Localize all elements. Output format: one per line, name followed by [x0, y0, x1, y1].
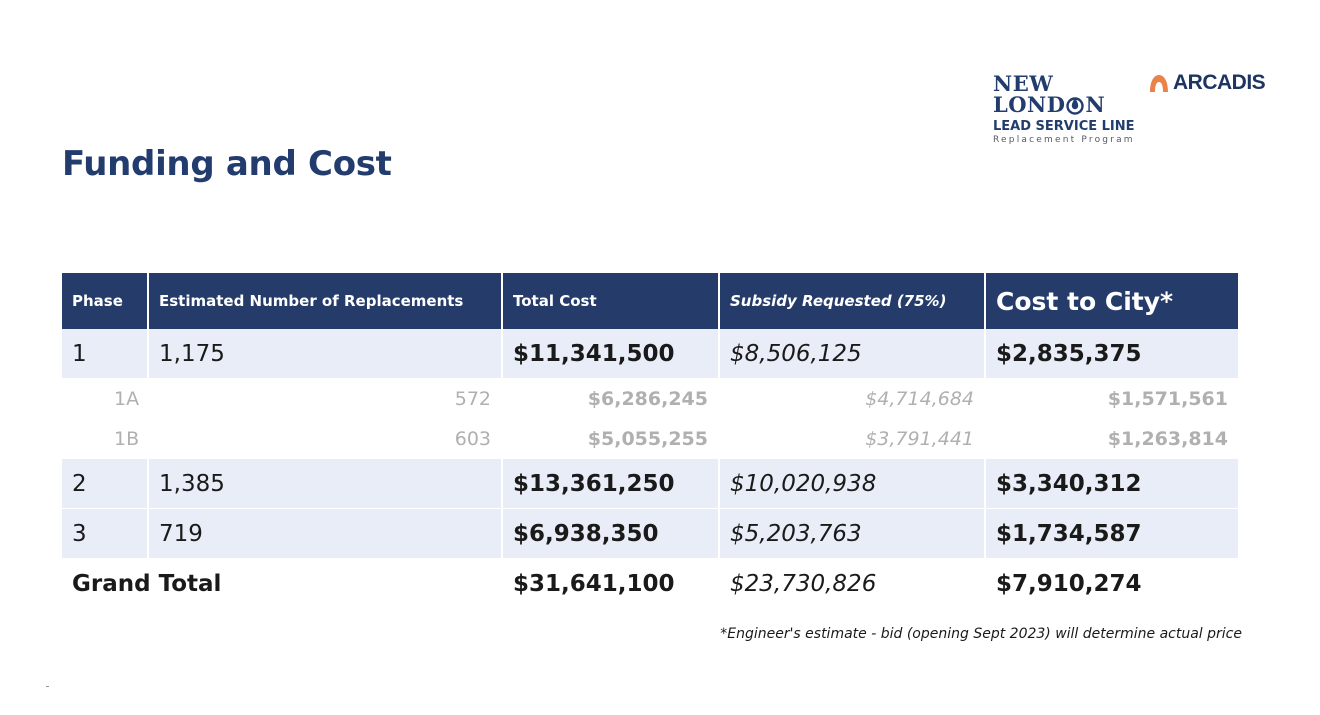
cell-cost-to-city: $1,263,814: [986, 419, 1238, 459]
funding-cost-table: [62, 273, 1238, 609]
cell-cost-to-city: $2,835,375: [986, 329, 1238, 379]
table-header-row: [62, 273, 1238, 329]
header-total-cost: Total Cost: [503, 273, 720, 329]
cell-subsidy: $4,714,684: [720, 379, 986, 419]
cell-subsidy: $10,020,938: [720, 459, 986, 509]
header-phase: Phase: [62, 273, 149, 329]
grand-total-cost-to-city: $7,910,274: [986, 559, 1238, 609]
table-row: [62, 419, 1238, 459]
cell-subsidy: $3,791,441: [720, 419, 986, 459]
cell-subsidy: $8,506,125: [720, 329, 986, 379]
cell-phase: 1: [62, 329, 149, 379]
logo-lead-service-line: LEAD SERVICE LINE: [993, 119, 1135, 134]
cell-phase: 1B: [62, 419, 149, 459]
cell-phase: 3: [62, 509, 149, 559]
page-title: Funding and Cost: [62, 144, 392, 184]
logo-london-part-b: N: [1085, 92, 1106, 117]
footnote: *Engineer's estimate - bid (opening Sept 2023) will determine actual price: [720, 626, 1242, 642]
grand-total-row: [62, 559, 1238, 609]
cell-replacements: 1,385: [149, 459, 503, 509]
cell-cost-to-city: $3,340,312: [986, 459, 1238, 509]
header-subsidy: Subsidy Requested (75%): [720, 273, 986, 329]
header-cost-to-city: Cost to City*: [986, 273, 1238, 329]
table-row: [62, 379, 1238, 419]
cell-total-cost: $6,286,245: [503, 379, 720, 419]
table-row: [62, 509, 1238, 559]
logo-line-new: NEW: [993, 71, 1054, 96]
cell-total-cost: $13,361,250: [503, 459, 720, 509]
arcadis-wordmark: ARCADIS: [1173, 71, 1266, 94]
header-replacements: Estimated Number of Replacements: [149, 273, 503, 329]
logo-replacement-program: Replacement Program: [993, 135, 1135, 145]
cell-replacements: 572: [149, 379, 503, 419]
arcadis-mark-icon: [1148, 73, 1170, 93]
logo-london-part-a: LOND: [993, 92, 1066, 117]
cell-cost-to-city: $1,571,561: [986, 379, 1238, 419]
new-london-logo: [993, 73, 1163, 153]
cell-subsidy: $5,203,763: [720, 509, 986, 559]
grand-total-label: Grand Total: [62, 559, 503, 609]
water-drop-icon: [1065, 95, 1085, 115]
page-mark: [46, 686, 49, 687]
table-row: [62, 329, 1238, 379]
cell-total-cost: $11,341,500: [503, 329, 720, 379]
logo-line-london: [993, 94, 1163, 115]
cell-total-cost: $5,055,255: [503, 419, 720, 459]
cell-total-cost: $6,938,350: [503, 509, 720, 559]
cell-replacements: 603: [149, 419, 503, 459]
cell-replacements: 719: [149, 509, 503, 559]
cell-phase: 1A: [62, 379, 149, 419]
arcadis-logo: [1148, 70, 1265, 96]
cell-cost-to-city: $1,734,587: [986, 509, 1238, 559]
cell-replacements: 1,175: [149, 329, 503, 379]
cell-phase: 2: [62, 459, 149, 509]
table-row: [62, 459, 1238, 509]
grand-total-cost: $31,641,100: [503, 559, 720, 609]
grand-total-subsidy: $23,730,826: [720, 559, 986, 609]
